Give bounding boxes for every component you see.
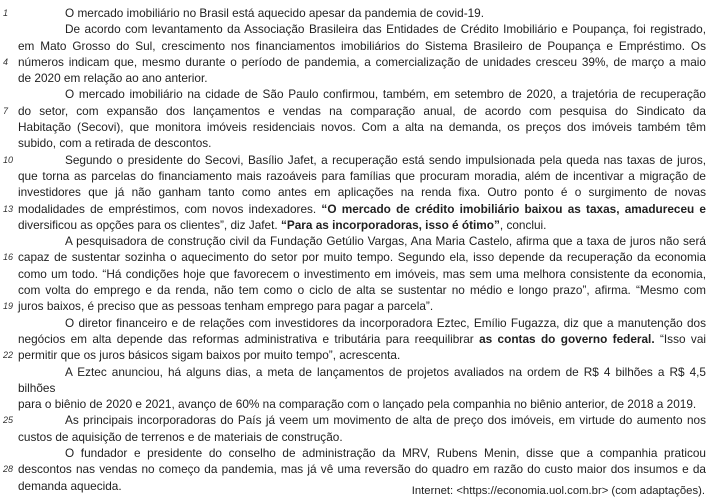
line-text [18, 331, 710, 347]
text-line [0, 249, 710, 265]
line-text [18, 249, 710, 265]
text-line [0, 201, 710, 217]
text-line [0, 119, 710, 135]
text-segment: custos de aquisição de terrenos e de materiais de construção. [18, 429, 343, 444]
line-text [18, 364, 710, 397]
line-text [18, 298, 710, 314]
line-text [18, 103, 710, 119]
text-line [0, 347, 710, 363]
text-line [0, 70, 710, 86]
text-line [0, 412, 710, 428]
text-segment: com volta do emprego e da renda, não tem como o ciclo de alta se sustentar no médio e longo prazo”, afirma. “Mesmo com [18, 283, 706, 298]
line-text [18, 5, 710, 21]
line-text [18, 445, 710, 461]
line-text [18, 217, 710, 233]
text-segment: que torna as parcelas do financiamento mais razoáveis para famílias que procuram moradia, além de incentivar a migração de [18, 168, 706, 183]
line-number: 22 [3, 350, 14, 361]
line-number: 16 [3, 252, 14, 263]
text-line [0, 429, 710, 445]
line-text [18, 54, 710, 70]
line-text [18, 152, 710, 168]
line-text [18, 461, 710, 477]
text-line [0, 298, 710, 314]
text-segment: O diretor financeiro e de relações com investidores da incorporadora Eztec, Emílio Fugazza, diz que a manutenção dos [65, 315, 706, 330]
line-text [18, 168, 710, 184]
line-text [18, 282, 710, 298]
text-segment: em Mato Grosso do Sul, crescimento nos financiamentos imobiliários do Sistema Brasileiro de Poupança e Empréstimo. Os [18, 38, 706, 53]
text-line [0, 266, 710, 282]
line-number: 7 [3, 105, 9, 116]
text-segment: demanda aquecida. [18, 478, 122, 493]
text-line [0, 445, 710, 461]
line-text [18, 86, 710, 102]
source-citation: Internet: <https://economia.uol.com.br> (com adaptações). [411, 485, 705, 497]
line-text [18, 396, 710, 412]
text-segment: para o biênio de 2020 e 2021, avanço de 60% na comparação com o lançado pela companhia no biênio anterior, de 2018 a 2019. [18, 397, 697, 412]
text-line [0, 217, 710, 233]
text-segment: capaz de sustentar sozinha o aquecimento do setor por muito tempo. Segundo ela, isso depende da recuperação da economia [18, 250, 706, 265]
text-block [0, 5, 710, 494]
text-segment: Segundo o presidente do Secovi, Basílio Jafet, a recuperação está sendo impulsionada pela queda nas taxas de juros, [65, 152, 706, 167]
text-line [0, 38, 710, 54]
text-segment: juros baixos, é preciso que as pessoas tenham emprego para pagar a parcela”. [18, 299, 434, 314]
line-number: 4 [3, 56, 9, 67]
text-segment: como um todo. “Há condições hoje que favorecem o investimento em imóveis, mas sem uma melhora consistente da economia, [18, 266, 706, 281]
line-text [18, 347, 710, 363]
text-segment: permitir que os juros básicos sigam baixos por muito tempo”, acrescenta. [18, 348, 401, 363]
line-text [18, 266, 710, 282]
line-text [18, 315, 710, 331]
bold-text-segment: “Para as incorporadoras, isso é ótimo” [280, 217, 500, 232]
text-segment: subido, com a retirada de descontos. [18, 136, 212, 151]
text-line [0, 233, 710, 249]
text-line [0, 396, 710, 412]
line-text [18, 429, 710, 445]
text-line [0, 103, 710, 119]
text-segment: modalidades de empréstimos, com novos indexadores. [18, 201, 322, 216]
text-segment: descontos nas vendas no começo da pandemia, mas já vê uma reversão do quadro em razão do custo maior dos insumos e da [18, 462, 706, 477]
text-line [0, 364, 710, 397]
line-text [18, 135, 710, 151]
text-line [0, 86, 710, 102]
text-segment: diversificou as opções para os clientes”, diz Jafet. [18, 217, 281, 232]
line-text [18, 184, 710, 200]
text-segment: de 2020 em relação ao ano anterior. [18, 71, 208, 86]
bold-text-segment: “O mercado de crédito imobiliário baixou as taxas, amadureceu e [321, 201, 706, 216]
line-text [18, 233, 710, 249]
text-line [0, 135, 710, 151]
text-segment: números indicam que, mesmo durante o período de pandemia, a comercialização de unidades cresceu 39%, de março a maio [18, 54, 706, 69]
text-segment: , conclui. [499, 217, 547, 232]
line-number: 28 [3, 464, 14, 475]
text-line [0, 5, 710, 21]
line-number: 25 [3, 415, 14, 426]
text-segment: do setor, com expansão dos lançamentos e vendas na comparação anual, de acordo com pesquisa do Sindicato da [18, 103, 706, 118]
text-line [0, 315, 710, 331]
text-segment: A Eztec anunciou, há alguns dias, a meta de lançamentos de projetos avaliados na ordem de R$ 4 bilhões a R$ 4,5 bilhões [18, 364, 706, 395]
text-segment: O mercado imobiliário no Brasil está aquecido apesar da pandemia de covid-19. [65, 6, 485, 20]
line-text [18, 38, 710, 54]
text-line [0, 461, 710, 477]
line-text [18, 201, 710, 217]
line-number: 1 [3, 8, 9, 18]
line-text [18, 412, 710, 428]
line-number: 19 [3, 301, 14, 312]
text-segment: As principais incorporadoras do País já veem um movimento de alta de preço dos imóveis, em virtude do aumento nos [65, 413, 706, 428]
line-number: 13 [3, 203, 14, 214]
text-segment: investidores que já não ganham tanto como antes em aplicações na renda fixa. Outro ponto é o surgimento de novas [18, 185, 706, 200]
line-text [18, 70, 710, 86]
text-segment: De acordo com levantamento da Associação Brasileira das Entidades de Crédito Imobiliário e Poupança, foi registrado, [65, 22, 706, 37]
text-line [0, 282, 710, 298]
bold-text-segment: as contas do governo federal. [479, 331, 655, 346]
line-text [18, 119, 710, 135]
line-text [18, 21, 710, 37]
text-segment: negócios em alta depende das reformas administrativa e tributária para reequilibrar [18, 331, 480, 346]
text-line [0, 184, 710, 200]
text-segment: O mercado imobiliário na cidade de São Paulo confirmou, também, em setembro de 2020, a trajetória de recuperação [65, 87, 706, 102]
text-line [0, 54, 710, 70]
text-line [0, 331, 710, 347]
text-line [0, 21, 710, 37]
text-segment: O fundador e presidente do conselho de administração da MRV, Rubens Menin, disse que a companhia praticou [65, 446, 706, 461]
line-number: 10 [3, 154, 14, 165]
text-segment: A pesquisadora de construção civil da Fundação Getúlio Vargas, Ana Maria Castelo, afirma que a taxa de juros não será [65, 234, 706, 249]
text-segment: “Isso vai [654, 331, 706, 346]
text-line [0, 168, 710, 184]
text-segment: Habitação (Secovi), que monitora imóveis residenciais novos. Com a alta na demanda, os preços dos imóveis também têm [18, 120, 706, 135]
text-line [0, 152, 710, 168]
